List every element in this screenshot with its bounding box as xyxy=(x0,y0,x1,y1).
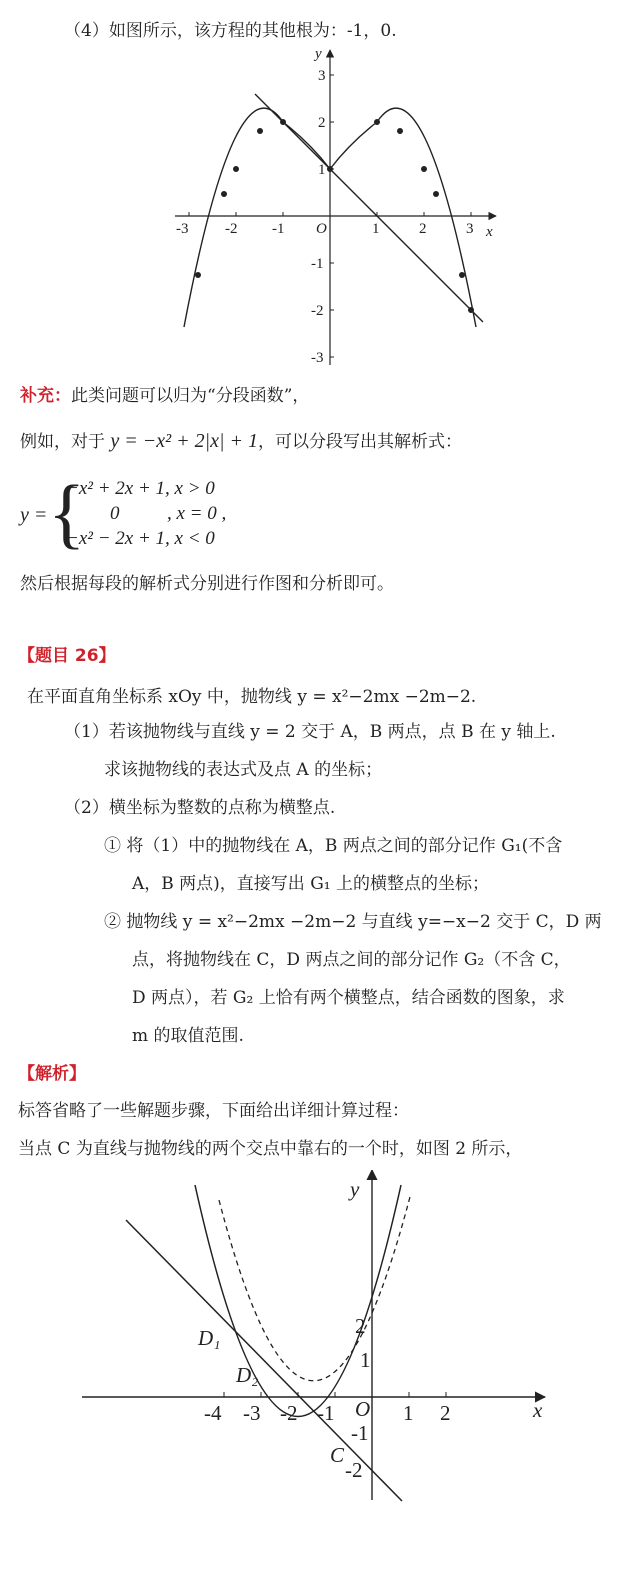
q1-line1: （1）若该抛物线与直线 y = 2 交于 A，B 两点，点 B 在 y 轴上. xyxy=(64,722,556,742)
graph1-y-label: y xyxy=(315,46,322,62)
case-3: −x² − 2x + 1, x < 0 xyxy=(66,528,215,549)
piecewise-brace: { xyxy=(48,469,86,556)
point-d2: D₂ xyxy=(236,1363,259,1387)
graph2-parabola-dashed xyxy=(219,1193,411,1381)
q1-line2: 求该抛物线的表达式及点 A 的坐标； xyxy=(104,760,383,780)
svg-text:-2: -2 xyxy=(225,221,238,237)
part4-line: （4）如图所示，该方程的其他根为：-1，0. xyxy=(64,21,397,41)
point-d1: D₁ xyxy=(198,1326,221,1350)
svg-text:2: 2 xyxy=(355,1314,366,1338)
svg-text:-2: -2 xyxy=(280,1401,298,1425)
svg-text:2: 2 xyxy=(419,221,427,237)
graph-2 xyxy=(0,1170,640,1580)
q2b-line2: 点，将抛物线在 C，D 两点之间的部分记作 G₂（不含 C， xyxy=(132,950,571,970)
svg-text:-1: -1 xyxy=(351,1421,369,1445)
svg-text:1: 1 xyxy=(372,221,380,237)
svg-text:-1: -1 xyxy=(317,1401,335,1425)
svg-text:2: 2 xyxy=(440,1401,451,1425)
problem-tag: 【题目 26】 xyxy=(18,646,116,666)
case-1: −x² + 2x + 1, x > 0 xyxy=(66,478,215,499)
point-c: C xyxy=(330,1443,345,1467)
svg-text:-3: -3 xyxy=(311,350,324,366)
svg-text:3: 3 xyxy=(318,68,326,84)
q2a-line2: A，B 两点)，直接写出 G₁ 上的横整点的坐标； xyxy=(132,874,490,894)
graph2-x-label: x xyxy=(533,1398,543,1422)
svg-text:1: 1 xyxy=(360,1348,371,1372)
q2b-line4: m 的取值范围. xyxy=(132,1026,244,1046)
graph-1 xyxy=(0,0,640,380)
supplement-tag: 补充： xyxy=(20,386,71,406)
case-2: 0 , x = 0 , xyxy=(110,503,227,524)
analysis-line1: 标答省略了一些解题步骤，下面给出详细计算过程： xyxy=(18,1101,409,1121)
example-line: 例如，对于 y = −x² + 2|x| + 1，可以分段写出其解析式： xyxy=(20,430,463,452)
q2b-line1: ② 抛物线 y = x²−2mx −2m−2 与直线 y=−x−2 交于 C，D 两 xyxy=(104,912,602,932)
q2a-line1: ① 将（1）中的抛物线在 A，B 两点之间的部分记作 G₁(不含 xyxy=(104,836,563,856)
svg-text:3: 3 xyxy=(466,221,474,237)
q2b-line3: D 两点），若 G₂ 上恰有两个横整点，结合函数的图象，求 xyxy=(132,988,565,1008)
svg-text:1: 1 xyxy=(318,162,326,178)
svg-text:2: 2 xyxy=(318,115,326,131)
svg-text:-1: -1 xyxy=(272,221,285,237)
conclusion-line: 然后根据每段的解析式分别进行作图和分析即可。 xyxy=(20,574,394,594)
svg-text:-2: -2 xyxy=(311,303,324,319)
svg-text:-1: -1 xyxy=(311,256,324,272)
svg-text:-2: -2 xyxy=(345,1458,363,1482)
graph2-origin: O xyxy=(355,1397,371,1421)
graph1-origin: O xyxy=(316,221,327,237)
analysis-tag: 【解析】 xyxy=(18,1064,86,1084)
svg-text:-3: -3 xyxy=(243,1401,261,1425)
piecewise-lhs: y = xyxy=(20,504,48,526)
svg-text:-3: -3 xyxy=(176,221,189,237)
supplement-line: 补充：此类问题可以归为“分段函数”， xyxy=(20,386,310,406)
svg-text:1: 1 xyxy=(403,1401,414,1425)
q2-line: （2）横坐标为整数的点称为横整点. xyxy=(64,798,336,818)
analysis-line2: 当点 C 为直线与抛物线的两个交点中靠右的一个时，如图 2 所示， xyxy=(18,1139,523,1159)
problem-intro: 在平面直角坐标系 xOy 中，抛物线 y = x²−2mx −2m−2. xyxy=(27,687,477,707)
svg-text:-4: -4 xyxy=(204,1401,222,1425)
graph2-y-label: y xyxy=(350,1177,360,1201)
graph1-x-label: x xyxy=(486,224,493,240)
graph2-parabola-solid xyxy=(195,1185,401,1417)
